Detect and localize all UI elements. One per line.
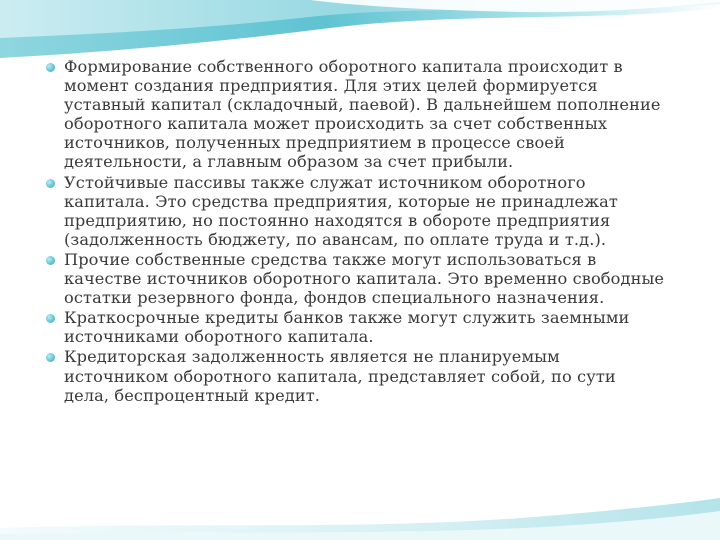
bullet-text: Кредиторская задолженность является не планируемым источником оборотного капитала, представляет собой, по сути дела, беспроцентный кредит. [64,347,616,405]
bullet-marker-icon [46,256,55,265]
bullet-marker-icon [46,63,55,72]
bullet-item [46,173,666,249]
bullet-list [46,57,666,405]
bullet-text: Прочие собственные средства также могут использоваться в качестве источников оборотного капитала. Это временно свободные остатки резервного фонда, фондов специального назначения. [64,249,665,308]
bullet-item [46,308,666,346]
bullet-marker-icon [46,353,55,362]
bullet-text: Устойчивые пассивы также служат источником оборотного капитала. Это средства предприятия, которые не принадлежат предприятию, но постоянно находятся в обороте предприятия (задолженность бюджету, по авансам, по оплате труда и т.д.). [64,172,618,249]
slide-content [46,57,666,406]
bullet-item [46,347,666,404]
bullet-marker-icon [46,314,55,323]
bullet-text: Формирование собственного оборотного капитала происходит в момент создания предприятия. Для этих целей формируется уставный капитал (складочный, паевой). В дальнейшем пополнение оборотного капитала может происходить за счет собственных источников, полученных предприятием в процессе своей деятельности, а главным образом за счет прибыли. [64,57,661,172]
bullet-text: Краткосрочные кредиты банков также могут служить заемными источниками оборотного капитала. [64,308,630,347]
bullet-item [46,250,666,307]
bullet-marker-icon [46,179,55,188]
bullet-item [46,57,666,172]
